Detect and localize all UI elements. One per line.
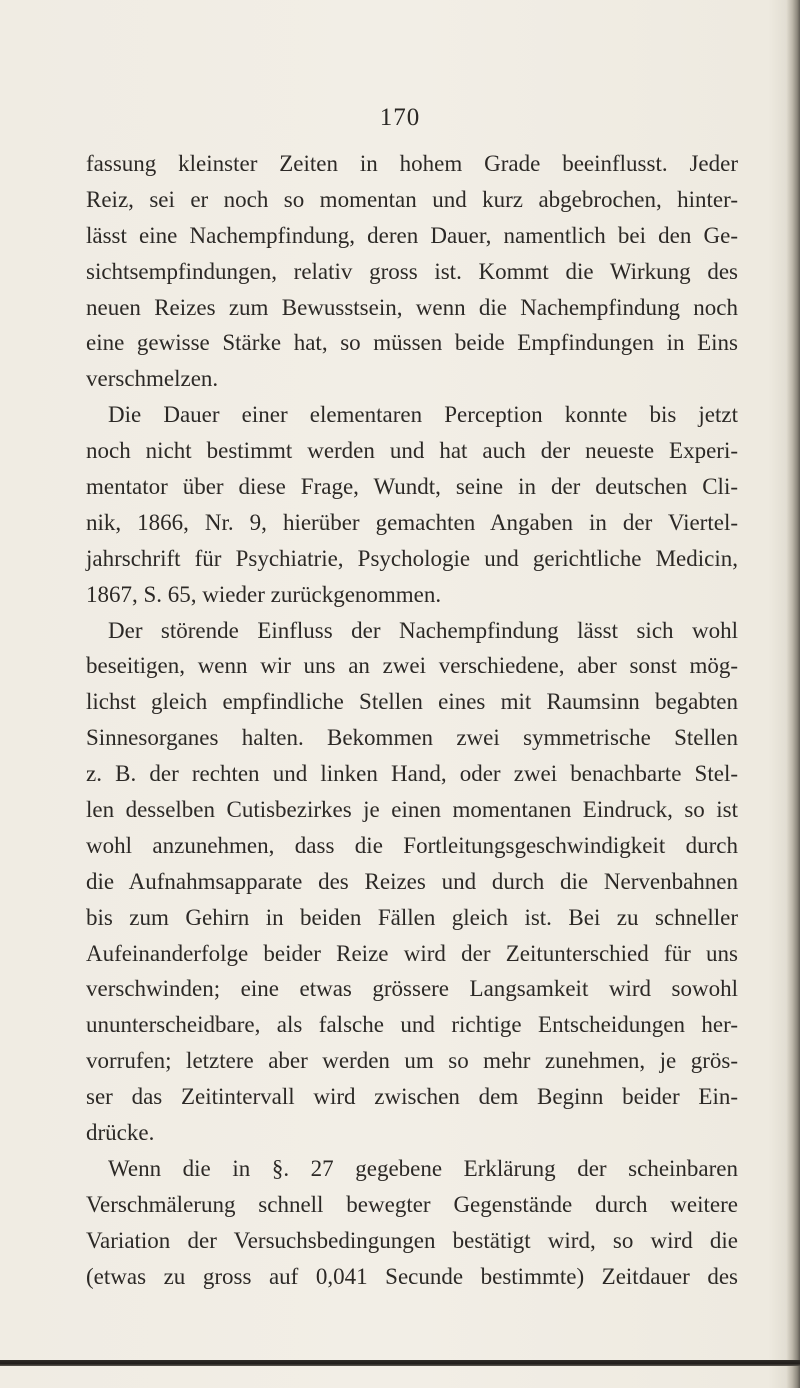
text-line: Die Dauer einer elementaren Perception konnte bis jetzt (108, 402, 738, 428)
text-line: Reiz, sei er noch so momentan und kurz abgebrochen, hinter- (86, 186, 738, 212)
text-line: ser das Zeitintervall wird zwischen dem Beginn beider Ein- (86, 1084, 738, 1110)
text-line: ununterscheidbare, als falsche und richtige Entscheidungen her- (86, 1012, 738, 1038)
text-line: neuen Reizes zum Bewusstsein, wenn die Nachempfindung noch (86, 294, 738, 320)
text-line: z. B. der rechten und linken Hand, oder zwei benachbarte Stel- (86, 761, 738, 787)
text-line: verschmelzen. (86, 366, 219, 392)
text-line: nik, 1866, Nr. 9, hierüber gemachten Angaben in der Viertel- (86, 509, 738, 535)
text-line: wohl anzunehmen, dass die Fortleitungsgeschwindigkeit durch (86, 832, 738, 858)
text-line: fassung kleinster Zeiten in hohem Grade beeinflusst. Jeder (86, 151, 738, 176)
text-line: Sinnesorganes halten. Bekommen zwei symmetrische Stellen (86, 725, 738, 751)
bottom-scan-edge (0, 1360, 800, 1366)
text-line: verschwinden; eine etwas grössere Langsamkeit wird sowohl (86, 976, 738, 1002)
text-line: (etwas zu gross auf 0,041 Secunde bestimmte) Zeitdauer des (86, 1263, 738, 1289)
text-line: 1867, S. 65, wieder zurückgenommen. (86, 581, 442, 607)
text-line: len desselben Cutisbezirkes je einen momentanen Eindruck, so ist (86, 797, 738, 823)
text-line: eine gewisse Stärke hat, so müssen beide Empfindungen in Eins (86, 330, 738, 356)
text-line: die Aufnahmsapparate des Reizes und durch die Nervenbahnen (86, 868, 738, 894)
text-line: beseitigen, wenn wir uns an zwei verschiedene, aber sonst mög- (86, 653, 738, 679)
text-line: jahrschrift für Psychiatrie, Psychologie und gerichtliche Medicin, (86, 545, 738, 571)
page-edge-shadow (786, 0, 800, 1388)
text-line: Aufeinanderfolge beider Reize wird der Zeitunterschied für uns (86, 940, 738, 966)
text-line: Der störende Einfluss der Nachempfindung lässt sich wohl (108, 617, 738, 643)
page-number: 170 (379, 104, 421, 131)
text-line: noch nicht bestimmt werden und hat auch der neueste Experi- (86, 438, 738, 464)
body-text (86, 146, 738, 1295)
text-line: Wenn die in §. 27 gegebene Erklärung der scheinbaren (108, 1155, 738, 1181)
text-line: sichtsempfindungen, relativ gross ist. Kommt die Wirkung des (86, 258, 738, 284)
text-line: drücke. (86, 1120, 155, 1146)
text-line: vorrufen; letztere aber werden um so mehr zunehmen, je grös- (86, 1048, 738, 1074)
text-line: Verschmälerung schnell bewegter Gegenstände durch weitere (86, 1191, 738, 1217)
text-line: lichst gleich empfindliche Stellen eines mit Raumsinn begabten (86, 689, 738, 715)
text-line: lässt eine Nachempfindung, deren Dauer, namentlich bei den Ge- (86, 222, 738, 248)
text-line: mentator über diese Frage, Wundt, seine in der deutschen Cli- (86, 474, 738, 500)
text-line: bis zum Gehirn in beiden Fällen gleich ist. Bei zu schneller (86, 904, 738, 930)
text-line: Variation der Versuchsbedingungen bestätigt wird, so wird die (86, 1227, 738, 1253)
